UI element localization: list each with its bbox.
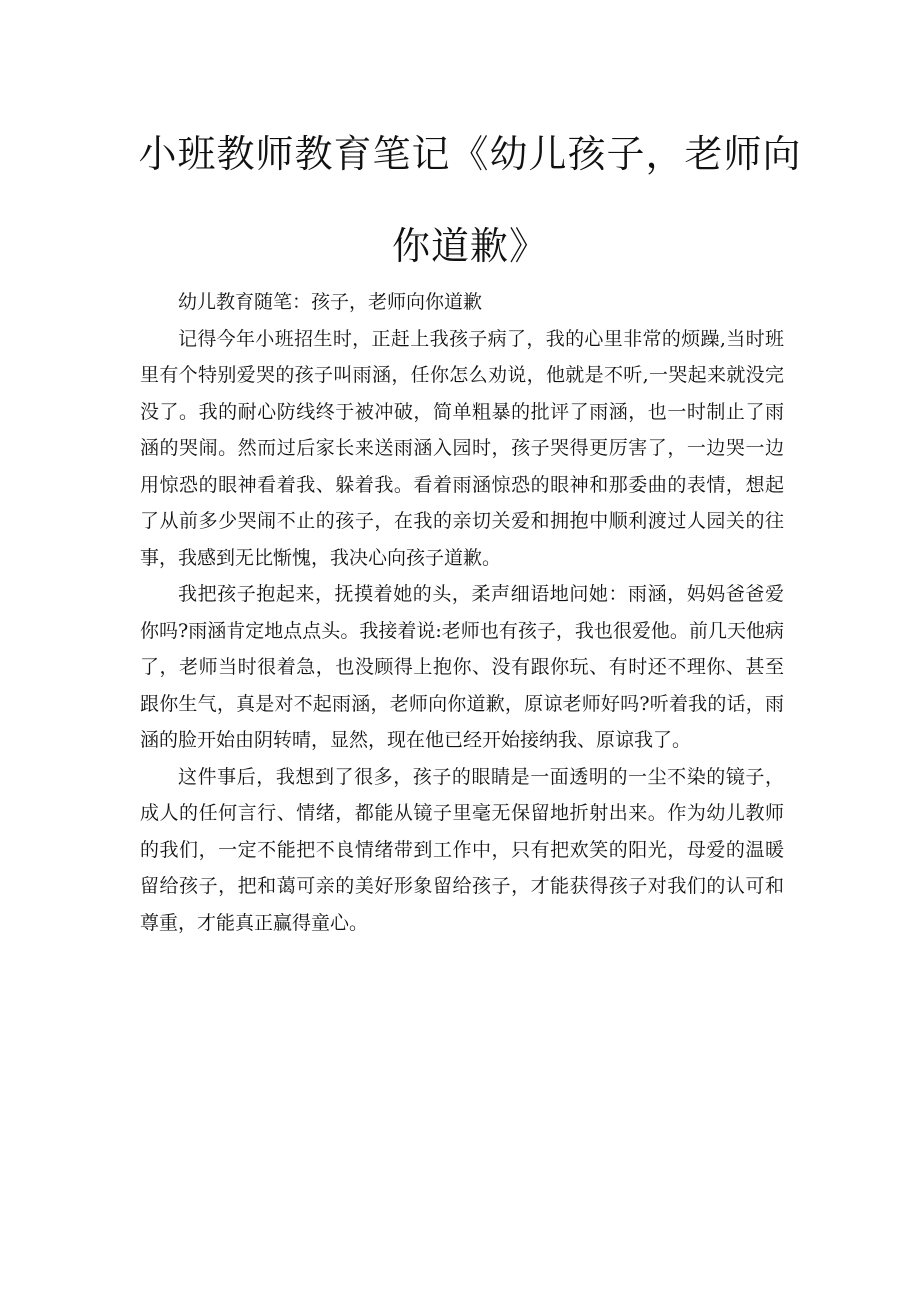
body-paragraph-2: 我把孩子抱起来，抚摸着她的头，柔声细语地问她：雨涵，妈妈爸爸爱你吗?雨涵肯定地点点头。我接着说:老师也有孩子，我也很爱他。前几天他病了，老师当时很着急，也没顾得上抱你、没有跟你玩、有时还不理你、甚至跟你生气，真是对不起雨涵，老师向你道歉，原谅老师好吗?听着我的话，雨涵的脸开始由阴转晴，显然，现在他已经开始接纳我、原谅我了。: [140, 583, 784, 751]
body-paragraph-3: 这件事后，我想到了很多，孩子的眼睛是一面透明的一尘不染的镜子，成人的任何言行、情绪，都能从镜子里毫无保留地折射出来。作为幼儿教师的我们，一定不能把不良情绪带到工作中，只有把欢笑的阳光，母爱的温暖留给孩子，把和蔼可亲的美好形象留给孩子，才能获得孩子对我们的认可和尊重，才能真正赢得童心。: [140, 765, 784, 934]
body-paragraph-1: 记得今年小班招生时，正赶上我孩子病了，我的心里非常的烦躁,当时班里有个特别爱哭的孩子叫雨涵，任你怎么劝说，他就是不听,一哭起来就没完没了。我的耐心防线终于被冲破，简单粗暴的批评了雨涵，也一时制止了雨涵的哭闹。然而过后家长来送雨涵入园时，孩子哭得更厉害了，一边哭一边用惊恐的眼神看着我、躲着我。看着雨涵惊恐的眼神和那委曲的表情，想起了从前多少哭闹不止的孩子，在我的亲切关爱和拥抱中顺利渡过人园关的往事，我感到无比惭愧，我决心向孩子道歉。: [140, 327, 784, 569]
subtitle-paragraph: 幼儿教育随笔：孩子，老师向你道歉: [178, 291, 483, 313]
document-title: 小班教师教育笔记《幼儿孩子，老师向你道歉》: [138, 132, 802, 268]
document-body: [140, 284, 784, 941]
